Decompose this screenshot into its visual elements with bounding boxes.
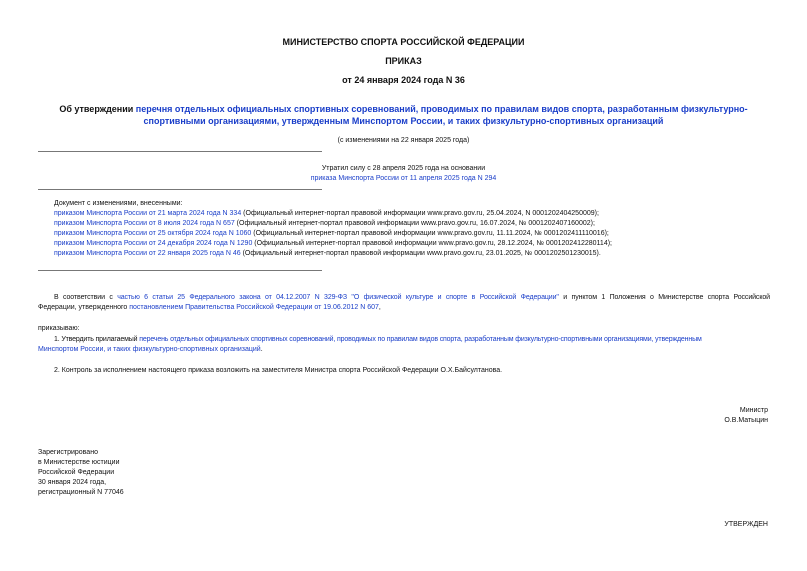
amendment-source: (Официальный интернет-портал правовой информации www.pravo.gov.ru, 25.04.2024, N 0001202404250009); bbox=[241, 210, 599, 217]
divider bbox=[38, 189, 322, 190]
title-prefix: Об утверждении bbox=[59, 104, 136, 114]
amendment-link[interactable]: приказом Минспорта России от 21 марта 2024 года N 334 bbox=[54, 210, 242, 217]
basis-line1 bbox=[38, 293, 770, 303]
amendment-source: (Официальный интернет-портал правовой информации www.pravo.gov.ru, 28.12.2024, № 0001202412280114); bbox=[252, 240, 612, 247]
divider bbox=[38, 151, 322, 152]
amendment-item bbox=[54, 239, 794, 249]
item-1-link[interactable]: Минспортом России, и таких физкультурно-спортивных организаций bbox=[38, 346, 261, 353]
divider bbox=[38, 270, 322, 271]
signature-name: О.В.Матыцин bbox=[724, 417, 768, 424]
amendment-link[interactable]: приказом Минспорта России от 8 июля 2024 года N 657 bbox=[54, 220, 235, 227]
amendment-link[interactable]: приказом Минспорта России от 25 октября 2024 года N 1060 bbox=[54, 230, 252, 237]
amendment-source: (Официальный интернет-портал правовой информации www.pravo.gov.ru, 23.01.2025, № 0001202501230015). bbox=[240, 250, 601, 257]
amendments-block bbox=[54, 199, 794, 259]
changes-note: (с изменениями на 22 января 2025 года) bbox=[337, 137, 470, 144]
item-1-text: . bbox=[260, 346, 263, 353]
title-link-line1[interactable]: перечня отдельных официальных спортивных соревнований, проводимых по правилам видов спорта, разработанным физкультурно- bbox=[135, 104, 748, 114]
document-title bbox=[0, 103, 807, 127]
amendment-source: (Официальный интернет-портал правовой информации www.pravo.gov.ru, 11.11.2024, № 0001202411110016); bbox=[251, 230, 609, 237]
amendments-heading: Документ с изменениями, внесенными: bbox=[54, 200, 183, 207]
amendment-item bbox=[54, 209, 794, 219]
item-1-line1 bbox=[38, 335, 768, 345]
item-1-line2 bbox=[38, 345, 768, 355]
expired-text: Утратил силу с 28 апреля 2025 года на основании bbox=[321, 165, 486, 172]
basis-text: , bbox=[378, 304, 381, 311]
title-link-line2[interactable]: спортивными организациями, утвержденным Минспортом России, и таких физкультурно-спортивных организаций bbox=[143, 116, 664, 126]
amendment-item bbox=[54, 229, 794, 239]
basis-text: и пунктом 1 Положения о Министерстве спорта Российской bbox=[558, 294, 770, 301]
basis-text: В соответствии с bbox=[54, 294, 118, 301]
amendment-item bbox=[54, 219, 794, 229]
basis-law-link[interactable]: частью 6 статьи 25 Федерального закона от 04.12.2007 N 329-ФЗ "О физической культуре и спорте в Российской Федерации" bbox=[117, 294, 559, 301]
registration-block bbox=[38, 448, 124, 498]
item-1 bbox=[38, 335, 768, 355]
expired-link[interactable]: приказа Минспорта России от 11 апреля 2025 года N 294 bbox=[310, 175, 497, 182]
amendment-link[interactable]: приказом Минспорта России от 24 декабря 2024 года N 1290 bbox=[54, 240, 253, 247]
amendment-item bbox=[54, 249, 794, 259]
doc-type-heading: ПРИКАЗ bbox=[385, 56, 422, 66]
registration-line: Российской Федерации bbox=[38, 469, 115, 476]
registration-line: регистрационный N 77046 bbox=[38, 489, 124, 496]
approved-label: УТВЕРЖДЕН bbox=[724, 521, 768, 528]
order-word: приказываю: bbox=[38, 325, 80, 332]
item-2: 2. Контроль за исполнением настоящего приказа возложить на заместителя Министра спорта Российской Федерации О.Х.Байсултанова. bbox=[54, 367, 503, 374]
basis-paragraph bbox=[38, 293, 770, 313]
amendment-source: (Официальный интернет-портал правовой информации www.pravo.gov.ru, 16.07.2024, № 0001202407160002); bbox=[234, 220, 595, 227]
item-1-link[interactable]: перечень отдельных официальных спортивных соревнований, проводимых по правилам видов спорта, разработанным физкультурно-спортивными организациями, утвержденным bbox=[139, 336, 702, 343]
registration-line: в Министерстве юстиции bbox=[38, 459, 120, 466]
basis-text: Федерации, утвержденного bbox=[38, 304, 130, 311]
registration-line: Зарегистрировано bbox=[38, 449, 98, 456]
basis-line2 bbox=[38, 303, 770, 313]
expired-note bbox=[0, 164, 807, 184]
ministry-heading: МИНИСТЕРСТВО СПОРТА РОССИЙСКОЙ ФЕДЕРАЦИИ bbox=[282, 37, 525, 47]
registration-line: 30 января 2024 года, bbox=[38, 479, 107, 486]
signature-position: Министр bbox=[739, 407, 768, 414]
date-number-heading: от 24 января 2024 года N 36 bbox=[342, 75, 465, 85]
amendment-link[interactable]: приказом Минспорта России от 22 января 2025 года N 46 bbox=[54, 250, 241, 257]
basis-resolution-link[interactable]: постановлением Правительства Российской Федерации от 19.06.2012 N 607 bbox=[129, 304, 379, 311]
item-1-text: 1. Утвердить прилагаемый bbox=[54, 336, 140, 343]
signature-block bbox=[724, 406, 768, 426]
